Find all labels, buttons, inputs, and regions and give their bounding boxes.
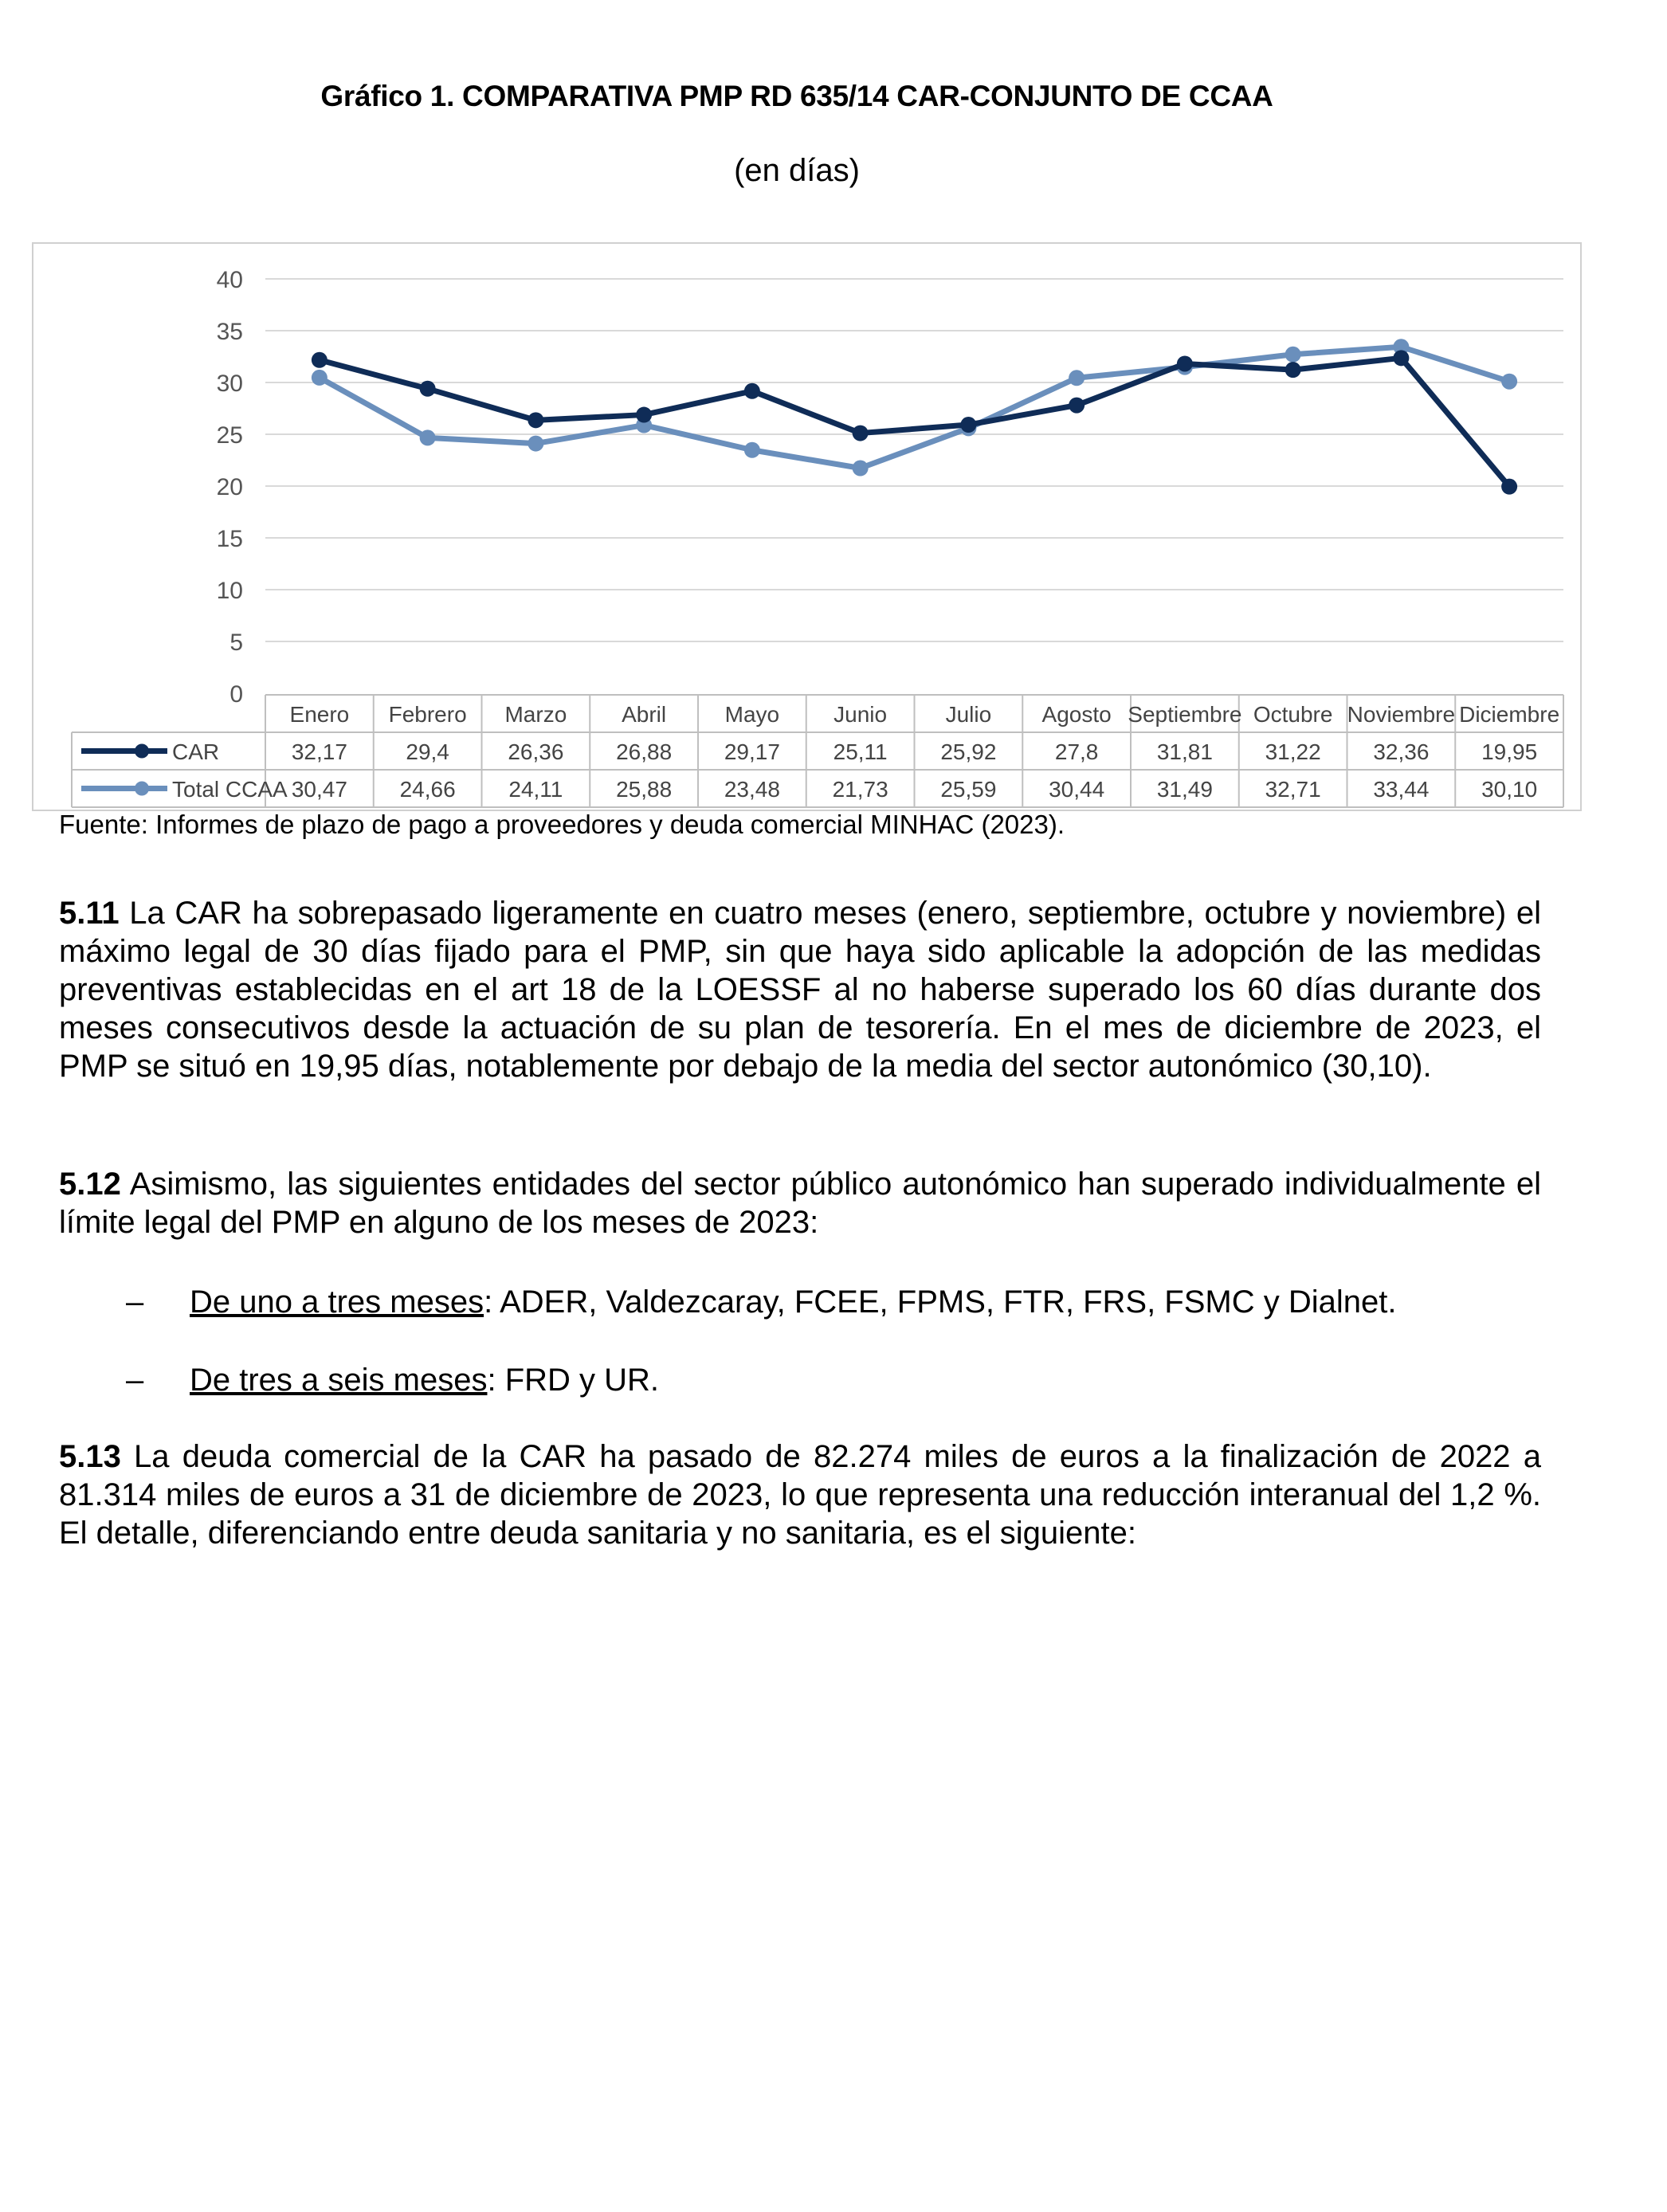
data-point — [744, 442, 760, 458]
data-label: 29,4 — [406, 739, 449, 764]
y-tick-label: 25 — [216, 422, 243, 449]
category-label: Diciembre — [1459, 702, 1560, 727]
paragraph-text: Asimismo, las siguientes entidades del sector público autonómico han superado individualmente el límite legal del PMP en alguno de los meses de 2023: — [59, 1167, 1541, 1240]
y-tick-label: 5 — [229, 629, 243, 656]
paragraph-number: 5.13 — [59, 1439, 121, 1474]
paragraph-5-12 — [59, 1165, 1541, 1241]
bullet-text: : FRD y UR. — [487, 1363, 660, 1398]
paragraph-5-11 — [59, 894, 1541, 1085]
data-label: 30,10 — [1481, 777, 1538, 802]
data-label: 21,73 — [832, 777, 888, 802]
data-label: 25,11 — [833, 739, 888, 764]
data-label: 25,59 — [940, 777, 997, 802]
data-label: 19,95 — [1481, 739, 1538, 764]
data-point — [1069, 370, 1085, 386]
legend-marker — [135, 782, 149, 796]
data-point — [853, 426, 869, 441]
category-label: Mayo — [724, 702, 780, 727]
data-point — [744, 383, 760, 399]
legend-label: Total CCAA — [172, 777, 288, 802]
y-tick-label: 35 — [216, 319, 243, 345]
data-label: 26,88 — [616, 739, 673, 764]
data-point — [636, 407, 652, 423]
data-label: 23,48 — [724, 777, 780, 802]
bullet-label: De tres a seis meses — [190, 1363, 488, 1398]
category-label: Abril — [622, 702, 667, 727]
data-point — [420, 381, 436, 397]
data-point — [1069, 398, 1085, 414]
data-point — [312, 370, 328, 386]
bullet-dash: – — [126, 1363, 144, 1398]
y-tick-label: 15 — [216, 526, 243, 552]
data-label: 31,49 — [1156, 777, 1213, 802]
data-label: 30,47 — [291, 777, 347, 802]
bullet-dash: – — [126, 1284, 144, 1320]
y-tick-label: 10 — [216, 578, 243, 604]
data-point — [420, 429, 436, 445]
chart-source: Fuente: Informes de plazo de pago a proveedores y deuda comercial MINHAC (2023). — [59, 810, 1065, 839]
data-point — [1177, 355, 1193, 371]
bullet-label: De uno a tres meses — [190, 1284, 484, 1320]
data-label: 25,92 — [940, 739, 997, 764]
data-point — [312, 352, 328, 368]
data-point — [853, 461, 869, 477]
category-label: Enero — [289, 702, 350, 727]
y-tick-label: 40 — [216, 267, 243, 293]
data-label: 32,17 — [291, 739, 347, 764]
data-label: 31,81 — [1156, 739, 1213, 764]
legend-marker — [135, 744, 149, 759]
y-tick-label: 20 — [216, 474, 243, 500]
data-label: 27,8 — [1054, 739, 1099, 764]
paragraph-text: La CAR ha sobrepasado ligeramente en cuatro meses (enero, septiembre, octubre y noviembre) el máximo legal de 30 días fijado para el PMP, sin que haya sido aplicable la adopción de las medidas preventivas establecidas en el art 18 de la LOESSF al no haberse superado los 60 días durante dos meses consecutivos desde la actuación de su plan de tesorería. En el mes de diciembre de 2023, el PMP se situó en 19,95 días, notablemente por debajo de la media del sector autonómico (30,10). — [59, 896, 1541, 1084]
data-label: 29,17 — [724, 739, 780, 764]
category-label: Octubre — [1253, 702, 1333, 727]
category-label: Febrero — [388, 702, 467, 727]
y-tick-label: 30 — [216, 371, 243, 397]
data-label: 25,88 — [616, 777, 673, 802]
data-label: 32,36 — [1373, 739, 1430, 764]
category-label: Noviembre — [1347, 702, 1456, 727]
pmp-line-chart — [32, 242, 1582, 811]
data-label: 33,44 — [1373, 777, 1430, 802]
bullet-text: : ADER, Valdezcaray, FCEE, FPMS, FTR, FRS, FSMC y Dialnet. — [484, 1284, 1397, 1320]
data-label: 24,66 — [399, 777, 456, 802]
y-tick-label: 0 — [229, 681, 243, 708]
data-label: 32,71 — [1265, 777, 1321, 802]
chart-subtitle: (en días) — [734, 153, 860, 188]
legend-label: CAR — [172, 739, 220, 764]
category-label: Agosto — [1041, 702, 1112, 727]
data-point — [960, 417, 976, 433]
data-label: 31,22 — [1265, 739, 1321, 764]
data-label: 26,36 — [508, 739, 564, 764]
data-point — [1501, 374, 1517, 390]
paragraph-number: 5.12 — [59, 1167, 121, 1202]
chart-title: Gráfico 1. COMPARATIVA PMP RD 635/14 CAR-CONJUNTO DE CCAA — [320, 80, 1273, 112]
data-point — [528, 412, 543, 428]
paragraph-number: 5.11 — [59, 896, 120, 931]
category-label: Septiembre — [1128, 702, 1242, 727]
data-label: 24,11 — [508, 777, 563, 802]
data-point — [1285, 347, 1301, 363]
data-point — [528, 436, 543, 452]
category-label: Julio — [945, 702, 992, 727]
data-point — [1393, 350, 1409, 366]
paragraph-text: La deuda comercial de la CAR ha pasado de 82.274 miles de euros a la finalización de 2022 a 81.314 miles de euros a 31 de diciembre de 2023, lo que representa una reducción interanual del 1,2 %. El detalle, diferenciando entre deuda sanitaria y no sanitaria, es el siguiente: — [59, 1439, 1541, 1551]
data-point — [1501, 479, 1517, 495]
data-label: 30,44 — [1049, 777, 1105, 802]
data-point — [1285, 362, 1301, 378]
category-label: Marzo — [504, 702, 567, 727]
paragraph-5-13 — [59, 1437, 1541, 1552]
category-label: Junio — [834, 702, 888, 727]
